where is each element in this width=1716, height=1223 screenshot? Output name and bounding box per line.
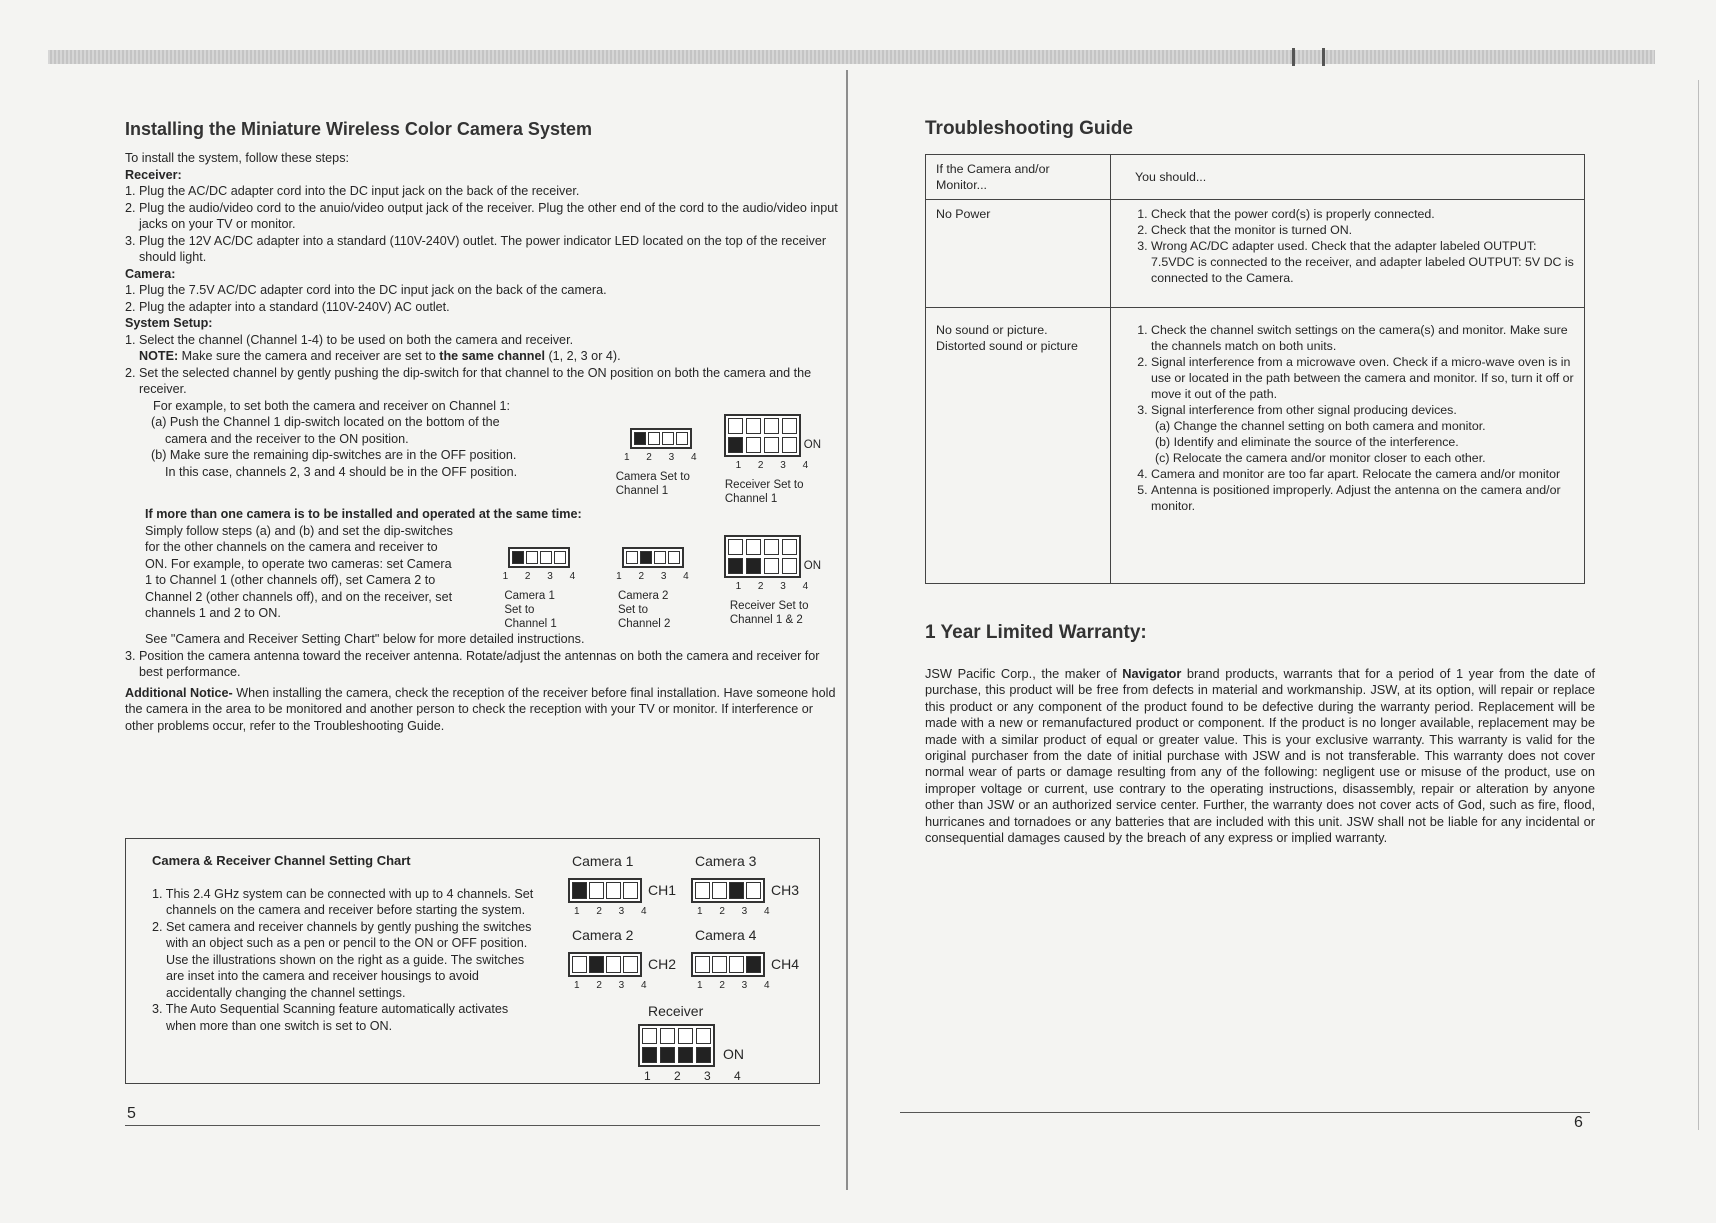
table-header: If the Camera and/or Monitor... <box>926 155 1111 200</box>
system-heading: System Setup: <box>125 316 213 330</box>
table-header: You should... <box>1111 155 1585 200</box>
dip-numbers: 1 2 3 4 <box>644 1068 751 1083</box>
chart-camera1 <box>568 853 676 920</box>
camera-step: 2. Plug the adapter into a standard (110V-240V) AC outlet. <box>125 299 450 314</box>
camera1-label: Camera 1 <box>572 853 634 869</box>
troubleshooting-title: Troubleshooting Guide <box>925 118 1133 139</box>
dip-numbers: 1 2 3 4 <box>574 979 654 991</box>
note-label: NOTE: <box>139 349 179 363</box>
on-label: ON <box>803 560 821 572</box>
chart-receiver <box>638 1003 751 1084</box>
camera-dip-figure <box>616 428 706 507</box>
on-label: ON <box>723 1045 744 1062</box>
chart-item: 2. Set camera and receiver channels by gently pushing the switches with an object such as a pen or pencil to the ON or OFF position. Use the illustrations shown on the right as a guide. The switches are inset into the camera and receiver housings to avoid accidentally changing the channel settings. <box>152 919 532 1000</box>
camera2-dip-figure <box>610 547 696 632</box>
receiver-heading: Receiver: <box>125 167 182 182</box>
scan-top-bar <box>48 50 1655 64</box>
ch3-label: CH3 <box>771 881 800 898</box>
dip-numbers: 1 2 3 4 <box>623 451 704 463</box>
channel-setting-chart <box>125 838 820 1084</box>
problem-cell: No Power <box>926 200 1111 308</box>
receiver-step: 2. Plug the audio/video cord to the anuio/video output jack of the receiver. Plug the other end of the cord to the audio/video input jacks on your TV or monitor. <box>125 200 838 231</box>
dip-switch <box>630 428 692 449</box>
dip-switch <box>508 547 570 568</box>
ch2-label: CH2 <box>648 955 677 972</box>
step-b: (b) Make sure the remaining dip-switches are in the OFF position. In this case, channels 2, 3 and 4 should be in the OFF position. <box>151 448 518 479</box>
receiver-label: Receiver <box>648 1003 704 1019</box>
dip-switch <box>568 952 642 977</box>
receiver-dip-switch <box>638 1024 715 1067</box>
receiver-dip-switch <box>724 414 801 457</box>
camera1-dip-figure <box>497 547 583 632</box>
scan-mark <box>1292 48 1295 66</box>
ch1-label: CH1 <box>648 881 677 898</box>
on-label: ON <box>803 439 821 451</box>
camera-step: 1. Plug the 7.5V AC/DC adapter cord into the DC input jack on the back of the camera. <box>125 283 607 297</box>
page-number-left: 5 <box>127 1105 136 1122</box>
notice-label: Additional Notice- <box>125 685 233 700</box>
figure-1 <box>616 414 821 507</box>
fig2-camera1-caption: Camera 1 Set to Channel 1 <box>504 590 557 630</box>
example1-block <box>125 398 845 507</box>
left-footer-rule <box>125 1125 820 1126</box>
camera4-label: Camera 4 <box>695 927 757 943</box>
fix-text: Signal interference from other signal producing devices. <box>1151 403 1457 417</box>
receiver-step: 1. Plug the AC/DC adapter cord into the DC input jack on the back of the receiver. <box>125 184 580 198</box>
camera-heading: Camera: <box>125 266 176 281</box>
dip-switch <box>691 878 765 903</box>
receiver-dip-figure <box>724 414 821 507</box>
receiver-dip-switch <box>724 535 801 578</box>
dip-switch <box>622 547 684 568</box>
book-spine <box>846 70 848 1190</box>
system-step: 2. Set the selected channel by gently pushing the dip-switch for that channel to the ON position on both the camera and the receiver. <box>125 365 812 396</box>
right-page <box>925 118 1595 1148</box>
fix-item: 2. Check that the monitor is turned ON. <box>1151 222 1574 238</box>
receiver-step: 3. Plug the 12V AC/DC adapter into a standard (110V-240V) outlet. The power indicator LED located on the top of the receiver should light. <box>125 233 827 264</box>
chart-camera3 <box>691 853 799 920</box>
system-step: 3. Position the camera antenna toward the receiver antenna. Rotate/adjust the antennas on both the camera and receiver for best performance. <box>125 648 820 679</box>
dip-numbers: 1 2 3 4 <box>502 570 583 582</box>
chart-text <box>152 853 537 1034</box>
fig2-camera2-caption: Camera 2 Set to Channel 2 <box>617 590 671 630</box>
note-end: (1, 2, 3 or 4). <box>544 349 621 363</box>
multi-text: Simply follow steps (a) and (b) and set the dip-switches for the other channels on the camera and receiver to ON. For example, to operate two cameras: set Camera 1 to Channel 1 (other channels off), set Camera 2 to Channel 2 (other channels off), and on the receiver, set channels 1 and 2 to ON. <box>145 523 453 620</box>
notice-text: When installing the camera, check the reception of the receiver before final installation. Have someone hold the camera in the area to be monitored and another person to check the reception with your TV or monitor. If interference or other problems occur, refer to the Troubleshooting Guide. <box>125 685 836 733</box>
install-intro: To install the system, follow these steps: <box>125 151 349 165</box>
fig2-receiver-caption: Receiver Set to Channel 1 & 2 <box>729 600 809 626</box>
note <box>125 348 845 365</box>
problem-cell: No sound or picture. Distorted sound or picture <box>926 308 1111 584</box>
note-text: Make sure the camera and receiver are set to <box>178 349 440 363</box>
warranty-pre: JSW Pacific Corp., the maker of <box>925 666 1123 681</box>
system-step: 1. Select the channel (Channel 1-4) to be used on both the camera and receiver. <box>125 332 574 347</box>
right-footer-rule <box>900 1112 1590 1113</box>
install-title: Installing the Miniature Wireless Color Camera System <box>125 119 592 139</box>
scan-mark <box>1322 48 1325 66</box>
warranty-brand: Navigator <box>1122 666 1182 681</box>
figure-2 <box>497 535 821 632</box>
table-header-row <box>926 155 1585 200</box>
table-row <box>926 308 1585 584</box>
chart-camera2 <box>568 927 676 994</box>
subfix: (c) Relocate the camera and/or monitor closer to each other. <box>1155 451 1486 465</box>
subfix: (b) Identify and eliminate the source of the interference. <box>1155 435 1459 449</box>
see-chart: See "Camera and Receiver Setting Chart" below for more detailed instructions. <box>145 632 585 646</box>
fix-item: 1. Check that the power cord(s) is properly connected. <box>1151 206 1574 222</box>
example2-block <box>125 523 845 632</box>
left-page <box>125 118 845 1148</box>
ch4-label: CH4 <box>771 955 800 972</box>
install-body <box>125 150 845 734</box>
fix-item: 3. Wrong AC/DC adapter used. Check that the adapter labeled OUTPUT: 7.5VDC is connected to the receiver, and adapter labeled OUTPUT: 5V DC is connected to the Camera. <box>1151 238 1574 286</box>
page-number-right: 6 <box>1574 1114 1583 1131</box>
fig1-camera-caption: Camera Set to Channel 1 <box>615 471 690 497</box>
page-edge <box>1698 80 1699 1130</box>
additional-notice <box>125 685 845 735</box>
note-bold: the same channel <box>439 349 545 363</box>
troubleshooting-table <box>925 154 1585 584</box>
fix-item: 2. Signal interference from a microwave oven. Check if a micro-wave oven is in use or located in the path between the camera and monitor. If so, turn it off or move it out of the path. <box>1151 354 1574 402</box>
fix-item: 4. Camera and monitor are too far apart. Relocate the camera and/or monitor <box>1151 466 1574 482</box>
subfix: (a) Change the channel setting on both camera and monitor. <box>1155 419 1486 433</box>
warranty-body: brand products, warrants that for a period of 1 year from the date of purchase, this product will be free from defects in material and workmanship. JSW, at its option, will repair or replace this product or any component of the product found to be defective during the warranty period. Replacement will be made with a new or remanufactured product or component. If the product is no longer available, replacement may be made with a similar product of equal or greater value. This is your exclusive warranty. This warranty is valid for the original purchaser from the date of initial purchase with JSW and is not transferable. This warranty does not cover normal wear of parts or damage resulting from any of the following: negligent use or misuse of the product, use on improper voltage or current, use contrary to the operating instructions, disassembly, repair or alteration by anyone other than JSW or an authorized service center. Further, the warranty does not cover acts of God, such as fire, flood, hurricanes and tornadoes or any batteries that are included with this unit. JSW shall not be liable for any incidental or consequential damages caused by the breach of any express or implied warranty. <box>925 666 1596 846</box>
step-a: (a) Push the Channel 1 dip-switch located on the bottom of the camera and the receiver to the ON position. <box>151 415 500 446</box>
receiver2-dip-figure <box>724 535 821 632</box>
dip-numbers: 1 2 3 4 <box>616 570 696 582</box>
dip-numbers: 1 2 3 4 <box>697 905 777 917</box>
warranty-text <box>925 666 1595 846</box>
chart-camera4 <box>691 927 799 994</box>
dip-switch <box>691 952 765 977</box>
dip-switch <box>568 878 642 903</box>
example1-text: For example, to set both the camera and receiver on Channel 1: <box>153 398 511 413</box>
chart-item: 1. This 2.4 GHz system can be connected with up to 4 channels. Set channels on the camera and receiver before starting the system. <box>152 886 534 917</box>
camera2-label: Camera 2 <box>572 927 634 943</box>
camera3-label: Camera 3 <box>695 853 757 869</box>
chart-title: Camera & Receiver Channel Setting Chart <box>152 853 411 868</box>
dip-numbers: 1 2 3 4 <box>574 905 654 917</box>
warranty-title: 1 Year Limited Warranty: <box>925 622 1147 643</box>
table-row <box>926 200 1585 308</box>
dip-numbers: 1 2 3 4 <box>735 580 816 592</box>
chart-item: 3. The Auto Sequential Scanning feature automatically activates when more than one switch is set to ON. <box>152 1002 509 1033</box>
multi-heading: If more than one camera is to be installed and operated at the same time: <box>145 507 582 521</box>
fix-item: 5. Antenna is positioned improperly. Adjust the antenna on the camera and/or monitor. <box>1151 482 1574 514</box>
dip-numbers: 1 2 3 4 <box>735 459 816 471</box>
fix-item: 1. Check the channel switch settings on the camera(s) and monitor. Make sure the channels match on both units. <box>1151 322 1574 354</box>
dip-numbers: 1 2 3 4 <box>697 979 777 991</box>
fig1-receiver-caption: Receiver Set to Channel 1 <box>724 479 804 505</box>
fix-item <box>1151 402 1574 466</box>
